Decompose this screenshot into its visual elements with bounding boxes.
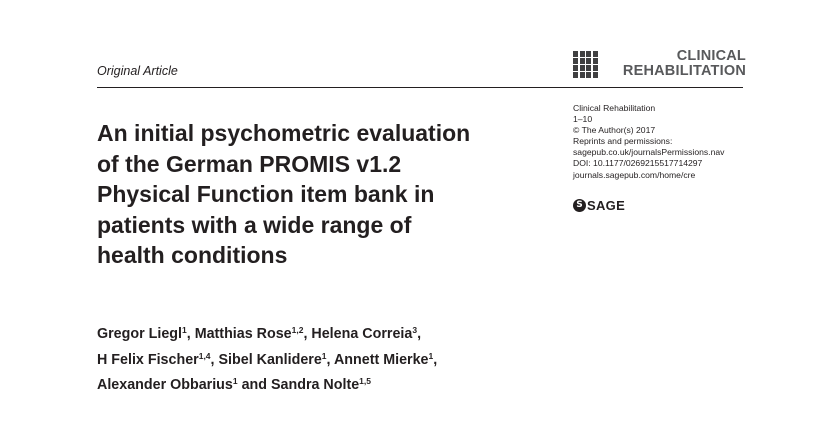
title-line-1: An initial psychometric evaluation bbox=[97, 120, 471, 146]
title-line-3: Physical Function item bank in bbox=[97, 181, 435, 207]
title-line-4: patients with a wide range of bbox=[97, 211, 412, 238]
author-name: Alexander Obbarius bbox=[97, 377, 233, 393]
author-name: Helena Correia bbox=[311, 326, 413, 342]
author-line-3 bbox=[97, 371, 577, 397]
author-list bbox=[97, 320, 577, 397]
sage-wordmark: SAGE bbox=[587, 197, 626, 213]
doi[interactable]: DOI: 10.1177/0269215517714297 bbox=[573, 158, 703, 169]
author-affiliation: 1 bbox=[428, 350, 434, 361]
journal-info-block bbox=[573, 103, 724, 181]
journal-homepage-link[interactable]: journals.sagepub.com/home/cre bbox=[573, 169, 696, 180]
permissions-label: Reprints and permissions: bbox=[573, 136, 673, 147]
author-name: Sandra Nolte bbox=[270, 377, 360, 393]
page-range: 1–10 bbox=[573, 114, 593, 125]
permissions-link[interactable]: sagepub.co.uk/journalsPermissions.nav bbox=[573, 147, 725, 158]
author-separator: , bbox=[303, 326, 312, 342]
author-separator: , bbox=[186, 326, 195, 342]
author-affiliation: 1 bbox=[182, 325, 187, 335]
author-affiliation: 3 bbox=[412, 325, 418, 335]
author-line-2 bbox=[97, 346, 577, 372]
journal-logo-line-1: CLINICAL bbox=[676, 48, 746, 64]
author-name: Gregor Liegl bbox=[97, 326, 182, 342]
title-line-2: of the German PROMIS v1.2 bbox=[97, 150, 402, 177]
sage-logo bbox=[573, 197, 625, 213]
author-name: Sibel Kanlidere bbox=[218, 351, 322, 368]
author-name: H Felix Fischer bbox=[97, 351, 199, 368]
header-divider bbox=[97, 87, 743, 88]
author-separator: , bbox=[433, 351, 438, 368]
article-type-label: Original Article bbox=[97, 64, 178, 78]
author-separator: , bbox=[210, 351, 219, 368]
article-title bbox=[97, 118, 567, 271]
journal-logo bbox=[573, 49, 745, 81]
journal-name: Clinical Rehabilitation bbox=[573, 103, 656, 113]
author-name: Matthias Rose bbox=[194, 326, 292, 342]
author-affiliation: 1,2 bbox=[291, 325, 304, 335]
author-separator: , bbox=[326, 351, 334, 368]
author-name: Annett Mierke bbox=[333, 351, 429, 368]
sage-circle-icon: S bbox=[573, 199, 586, 212]
author-affiliation: 1,4 bbox=[198, 350, 211, 361]
grid-logo-icon bbox=[573, 51, 598, 79]
title-line-5: health conditions bbox=[97, 242, 288, 268]
author-affiliation: 1 bbox=[321, 350, 327, 361]
journal-logo-line-2: REHABILITATION bbox=[622, 63, 746, 79]
copyright: © The Author(s) 2017 bbox=[573, 125, 656, 136]
author-affiliation: 1 bbox=[232, 376, 238, 386]
author-separator: and bbox=[237, 377, 271, 393]
author-separator: , bbox=[417, 326, 422, 342]
journal-logo-text bbox=[606, 49, 746, 79]
author-line-1 bbox=[97, 320, 577, 346]
author-affiliation: 1,5 bbox=[359, 376, 371, 386]
